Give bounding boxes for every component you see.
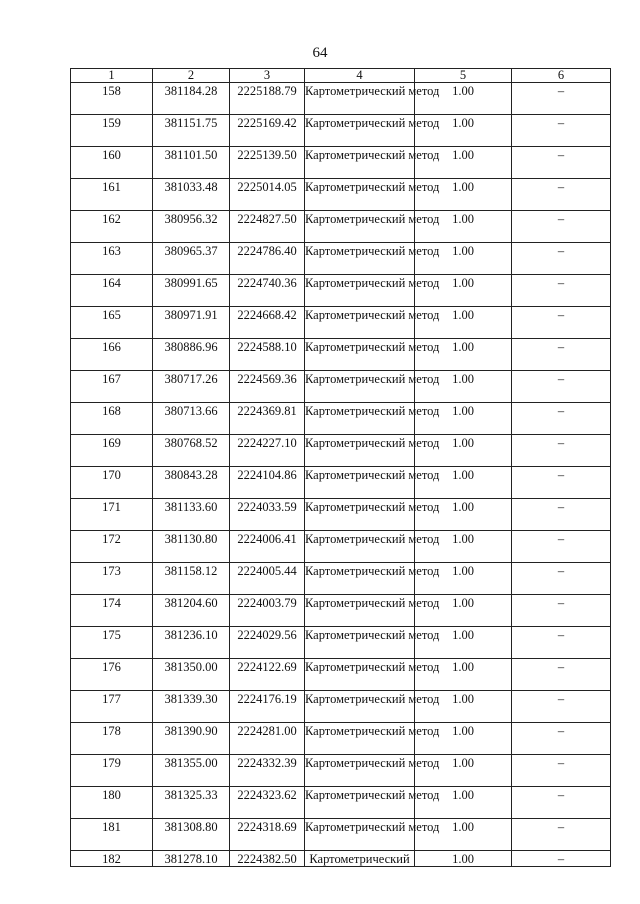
y-coordinate-cell: 2224003.79 xyxy=(230,595,305,627)
accuracy-cell: 1.00 xyxy=(415,211,512,243)
note-cell: – xyxy=(512,787,611,819)
accuracy-cell: 1.00 xyxy=(415,83,512,115)
y-coordinate-cell: 2225139.50 xyxy=(230,147,305,179)
point-number-cell: 164 xyxy=(71,275,153,307)
accuracy-cell: 1.00 xyxy=(415,467,512,499)
method-cell: Картометрический метод xyxy=(305,403,415,435)
accuracy-cell: 1.00 xyxy=(415,147,512,179)
method-cell: Картометрический метод xyxy=(305,147,415,179)
method-cell: Картометрический метод xyxy=(305,211,415,243)
accuracy-cell: 1.00 xyxy=(415,659,512,691)
method-cell: Картометрический метод xyxy=(305,115,415,147)
y-coordinate-cell: 2224005.44 xyxy=(230,563,305,595)
table-row xyxy=(71,691,611,723)
y-coordinate-cell: 2224006.41 xyxy=(230,531,305,563)
x-coordinate-cell: 381278.10 xyxy=(153,851,230,867)
accuracy-cell: 1.00 xyxy=(415,499,512,531)
y-coordinate-cell: 2224104.86 xyxy=(230,467,305,499)
x-coordinate-cell: 381033.48 xyxy=(153,179,230,211)
note-cell: – xyxy=(512,211,611,243)
point-number-cell: 182 xyxy=(71,851,153,867)
point-number-cell: 158 xyxy=(71,83,153,115)
note-cell: – xyxy=(512,691,611,723)
point-number-cell: 160 xyxy=(71,147,153,179)
x-coordinate-cell: 381101.50 xyxy=(153,147,230,179)
accuracy-cell: 1.00 xyxy=(415,851,512,867)
method-cell: Картометрический метод xyxy=(305,339,415,371)
point-number-cell: 179 xyxy=(71,755,153,787)
x-coordinate-cell: 380971.91 xyxy=(153,307,230,339)
y-coordinate-cell: 2224382.50 xyxy=(230,851,305,867)
x-coordinate-cell: 381133.60 xyxy=(153,499,230,531)
accuracy-cell: 1.00 xyxy=(415,179,512,211)
table-row xyxy=(71,595,611,627)
x-coordinate-cell: 381151.75 xyxy=(153,115,230,147)
table-row xyxy=(71,851,611,867)
accuracy-cell: 1.00 xyxy=(415,627,512,659)
x-coordinate-cell: 381355.00 xyxy=(153,755,230,787)
y-coordinate-cell: 2225188.79 xyxy=(230,83,305,115)
y-coordinate-cell: 2224569.36 xyxy=(230,371,305,403)
note-cell: – xyxy=(512,755,611,787)
accuracy-cell: 1.00 xyxy=(415,243,512,275)
point-number-cell: 165 xyxy=(71,307,153,339)
method-cell: Картометрический метод xyxy=(305,819,415,851)
table-row xyxy=(71,307,611,339)
y-coordinate-cell: 2224827.50 xyxy=(230,211,305,243)
x-coordinate-cell: 381158.12 xyxy=(153,563,230,595)
table-row xyxy=(71,211,611,243)
accuracy-cell: 1.00 xyxy=(415,691,512,723)
method-cell: Картометрический метод xyxy=(305,723,415,755)
coordinates-table xyxy=(70,68,611,867)
x-coordinate-cell: 381339.30 xyxy=(153,691,230,723)
note-cell: – xyxy=(512,851,611,867)
method-cell: Картометрический метод xyxy=(305,179,415,211)
point-number-cell: 166 xyxy=(71,339,153,371)
table-row xyxy=(71,179,611,211)
method-cell: Картометрический метод xyxy=(305,563,415,595)
y-coordinate-cell: 2224318.69 xyxy=(230,819,305,851)
note-cell: – xyxy=(512,339,611,371)
table-row xyxy=(71,435,611,467)
x-coordinate-cell: 380717.26 xyxy=(153,371,230,403)
x-coordinate-cell: 380991.65 xyxy=(153,275,230,307)
method-cell: Картометрический метод xyxy=(305,659,415,691)
y-coordinate-cell: 2225014.05 xyxy=(230,179,305,211)
accuracy-cell: 1.00 xyxy=(415,787,512,819)
accuracy-cell: 1.00 xyxy=(415,403,512,435)
y-coordinate-cell: 2224786.40 xyxy=(230,243,305,275)
table-row xyxy=(71,563,611,595)
y-coordinate-cell: 2224369.81 xyxy=(230,403,305,435)
table-row xyxy=(71,403,611,435)
point-number-cell: 171 xyxy=(71,499,153,531)
point-number-cell: 173 xyxy=(71,563,153,595)
method-cell: Картометрический метод xyxy=(305,595,415,627)
note-cell: – xyxy=(512,403,611,435)
point-number-cell: 167 xyxy=(71,371,153,403)
accuracy-cell: 1.00 xyxy=(415,275,512,307)
x-coordinate-cell: 381390.90 xyxy=(153,723,230,755)
method-cell: Картометрический метод xyxy=(305,275,415,307)
note-cell: – xyxy=(512,467,611,499)
table-row xyxy=(71,147,611,179)
accuracy-cell: 1.00 xyxy=(415,435,512,467)
note-cell: – xyxy=(512,499,611,531)
method-cell: Картометрический метод xyxy=(305,243,415,275)
x-coordinate-cell: 380713.66 xyxy=(153,403,230,435)
y-coordinate-cell: 2224227.10 xyxy=(230,435,305,467)
table-row xyxy=(71,499,611,531)
table-row xyxy=(71,819,611,851)
point-number-cell: 163 xyxy=(71,243,153,275)
note-cell: – xyxy=(512,243,611,275)
accuracy-cell: 1.00 xyxy=(415,531,512,563)
y-coordinate-cell: 2224323.62 xyxy=(230,787,305,819)
y-coordinate-cell: 2225169.42 xyxy=(230,115,305,147)
table-row xyxy=(71,787,611,819)
table-row xyxy=(71,275,611,307)
method-cell: Картометрический метод xyxy=(305,307,415,339)
x-coordinate-cell: 380956.32 xyxy=(153,211,230,243)
x-coordinate-cell: 380768.52 xyxy=(153,435,230,467)
method-cell: Картометрический метод xyxy=(305,627,415,659)
y-coordinate-cell: 2224332.39 xyxy=(230,755,305,787)
y-coordinate-cell: 2224740.36 xyxy=(230,275,305,307)
method-cell: Картометрический метод xyxy=(305,467,415,499)
table-body xyxy=(71,83,611,867)
table-row xyxy=(71,83,611,115)
y-coordinate-cell: 2224668.42 xyxy=(230,307,305,339)
table-row xyxy=(71,243,611,275)
x-coordinate-cell: 380965.37 xyxy=(153,243,230,275)
note-cell: – xyxy=(512,659,611,691)
x-coordinate-cell: 380843.28 xyxy=(153,467,230,499)
accuracy-cell: 1.00 xyxy=(415,723,512,755)
point-number-cell: 170 xyxy=(71,467,153,499)
x-coordinate-cell: 381236.10 xyxy=(153,627,230,659)
column-header-5: 5 xyxy=(415,69,512,83)
point-number-cell: 178 xyxy=(71,723,153,755)
x-coordinate-cell: 381184.28 xyxy=(153,83,230,115)
note-cell: – xyxy=(512,723,611,755)
method-cell: Картометрический метод xyxy=(305,435,415,467)
column-header-3: 3 xyxy=(230,69,305,83)
method-cell: Картометрический метод xyxy=(305,83,415,115)
table-row xyxy=(71,467,611,499)
x-coordinate-cell: 381130.80 xyxy=(153,531,230,563)
table-row xyxy=(71,371,611,403)
y-coordinate-cell: 2224176.19 xyxy=(230,691,305,723)
y-coordinate-cell: 2224588.10 xyxy=(230,339,305,371)
accuracy-cell: 1.00 xyxy=(415,595,512,627)
y-coordinate-cell: 2224033.59 xyxy=(230,499,305,531)
table-row xyxy=(71,723,611,755)
method-cell: Картометрический метод xyxy=(305,499,415,531)
note-cell: – xyxy=(512,275,611,307)
method-cell: Картометрический метод xyxy=(305,371,415,403)
note-cell: – xyxy=(512,627,611,659)
point-number-cell: 162 xyxy=(71,211,153,243)
column-header-1: 1 xyxy=(71,69,153,83)
method-cell: Картометрический метод xyxy=(305,787,415,819)
column-header-6: 6 xyxy=(512,69,611,83)
note-cell: – xyxy=(512,595,611,627)
y-coordinate-cell: 2224281.00 xyxy=(230,723,305,755)
point-number-cell: 176 xyxy=(71,659,153,691)
point-number-cell: 161 xyxy=(71,179,153,211)
table-header-row xyxy=(71,69,611,83)
accuracy-cell: 1.00 xyxy=(415,371,512,403)
table-row xyxy=(71,755,611,787)
method-cell: Картометрический метод xyxy=(305,691,415,723)
point-number-cell: 159 xyxy=(71,115,153,147)
accuracy-cell: 1.00 xyxy=(415,115,512,147)
column-header-4: 4 xyxy=(305,69,415,83)
note-cell: – xyxy=(512,371,611,403)
column-header-2: 2 xyxy=(153,69,230,83)
note-cell: – xyxy=(512,83,611,115)
point-number-cell: 168 xyxy=(71,403,153,435)
accuracy-cell: 1.00 xyxy=(415,563,512,595)
note-cell: – xyxy=(512,563,611,595)
point-number-cell: 172 xyxy=(71,531,153,563)
point-number-cell: 169 xyxy=(71,435,153,467)
table-row xyxy=(71,531,611,563)
method-cell: Картометрический метод xyxy=(305,755,415,787)
table-row xyxy=(71,627,611,659)
note-cell: – xyxy=(512,115,611,147)
note-cell: – xyxy=(512,531,611,563)
table-row xyxy=(71,339,611,371)
x-coordinate-cell: 381204.60 xyxy=(153,595,230,627)
point-number-cell: 180 xyxy=(71,787,153,819)
table-row xyxy=(71,115,611,147)
note-cell: – xyxy=(512,435,611,467)
note-cell: – xyxy=(512,819,611,851)
method-cell: Картометрический метод xyxy=(305,531,415,563)
table-row xyxy=(71,659,611,691)
note-cell: – xyxy=(512,307,611,339)
note-cell: – xyxy=(512,179,611,211)
y-coordinate-cell: 2224122.69 xyxy=(230,659,305,691)
x-coordinate-cell: 381308.80 xyxy=(153,819,230,851)
accuracy-cell: 1.00 xyxy=(415,819,512,851)
note-cell: – xyxy=(512,147,611,179)
point-number-cell: 174 xyxy=(71,595,153,627)
accuracy-cell: 1.00 xyxy=(415,339,512,371)
accuracy-cell: 1.00 xyxy=(415,755,512,787)
y-coordinate-cell: 2224029.56 xyxy=(230,627,305,659)
x-coordinate-cell: 381325.33 xyxy=(153,787,230,819)
point-number-cell: 175 xyxy=(71,627,153,659)
page-number: 64 xyxy=(312,45,328,61)
x-coordinate-cell: 380886.96 xyxy=(153,339,230,371)
method-cell: Картометрический xyxy=(305,851,415,867)
point-number-cell: 181 xyxy=(71,819,153,851)
accuracy-cell: 1.00 xyxy=(415,307,512,339)
point-number-cell: 177 xyxy=(71,691,153,723)
x-coordinate-cell: 381350.00 xyxy=(153,659,230,691)
